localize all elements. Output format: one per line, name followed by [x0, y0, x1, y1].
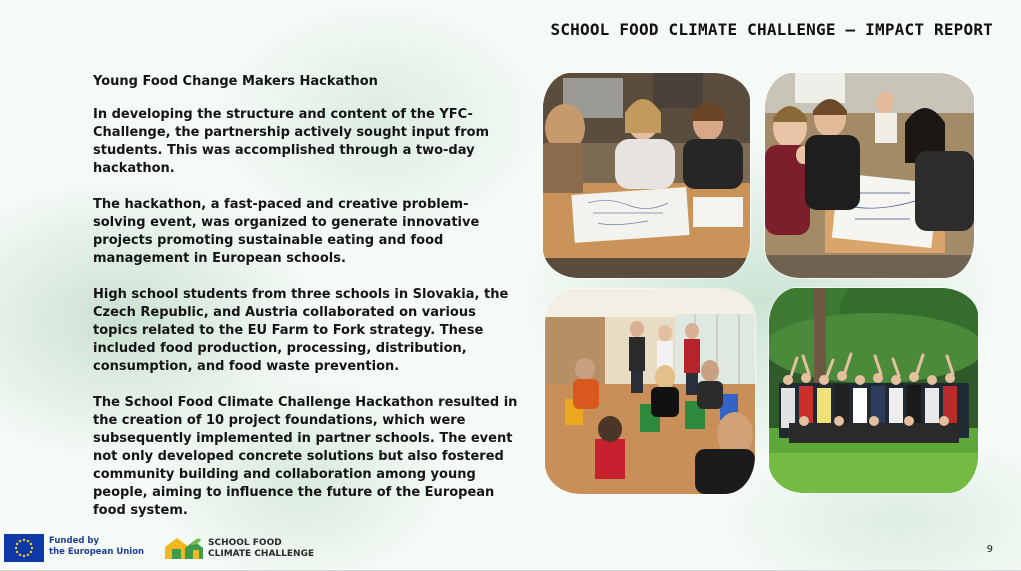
eu-funding-line-1: Funded by [49, 536, 100, 546]
article-text [93, 73, 521, 538]
section-heading: Young Food Change Makers Hackathon [93, 74, 378, 89]
eu-funding-line-2: the European Union [49, 547, 145, 557]
paragraph-results: The School Food Climate Challenge Hackathon resulted in the creation of 10 project foundations, which were subsequently implemented in partner schools. The event not only developed concrete solutions but also fostered community building and collaboration among young people, aiming to influence the future of the European food system. [93, 395, 518, 518]
report-title: SCHOOL FOOD CLIMATE CHALLENGE – IMPACT REPORT [550, 20, 993, 39]
school-food-logo-text [208, 538, 314, 560]
photo-students-chair-circle [545, 289, 755, 494]
photo-students-table-posters [543, 73, 750, 278]
paragraph-participants: High school students from three schools in Slovakia, the Czech Republic, and Austria collaborated on various topics related to the EU Farm to Fork strategy. These included food production, processing, distribution, consumption, and food waste prevention. [93, 287, 509, 374]
paragraph-hackathon: The hackathon, a fast-paced and creative problem-solving event, was organized to generate innovative projects promoting sustainable eating and food management in European schools. [93, 197, 480, 266]
page-number: 9 [986, 544, 993, 555]
logo-line-1: SCHOOL FOOD [208, 538, 282, 548]
school-food-logo-icon [163, 535, 205, 561]
eu-funding-label [49, 536, 144, 558]
photo-group-outdoors [769, 288, 978, 493]
paragraph-intro: In developing the structure and content of the YFC-Challenge, the partnership actively sought input from students. This was accomplished through a two-day hackathon. [93, 107, 490, 176]
logo-line-2: CLIMATE CHALLENGE [208, 549, 315, 559]
eu-flag-icon [4, 534, 44, 562]
photo-students-thumbs-up [765, 73, 974, 278]
